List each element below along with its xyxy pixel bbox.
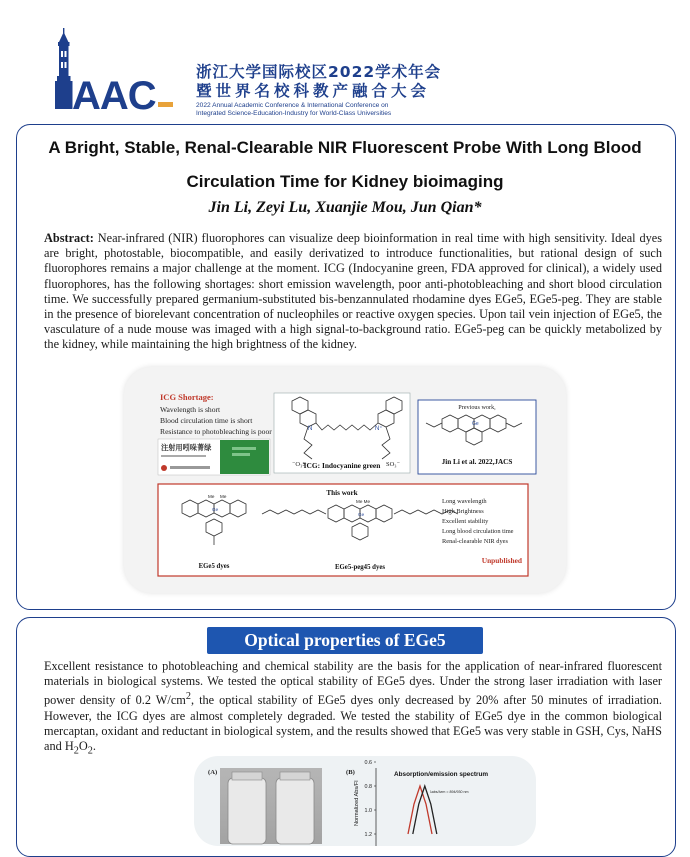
conference-title-cn-line1: 浙江大学国际校区2022学术年会	[196, 63, 442, 81]
conference-subtitle-en-line1: 2022 Annual Academic Conference & International Conference on	[196, 102, 389, 109]
optical-figure	[194, 756, 536, 846]
spectrum-series-line	[408, 786, 432, 834]
svg-text:Ge: Ge	[212, 507, 219, 512]
unpublished-label: Unpublished	[481, 556, 522, 565]
feature-item: Long blood circulation time	[442, 528, 514, 535]
previous-work-structure	[418, 400, 536, 474]
drug-box-label: 注射用吲哚菁绿	[161, 443, 212, 452]
svg-text:Ge: Ge	[358, 512, 365, 517]
abstract-paragraph	[44, 231, 662, 353]
this-work-label: This work	[326, 489, 358, 497]
icg-structure	[274, 393, 410, 473]
svg-text:N: N	[308, 426, 313, 432]
icg-shortage-item: Resistance to photobleaching is poor	[160, 427, 272, 436]
y-tick-label: 1.2	[364, 832, 372, 838]
abstract-label: Abstract:	[44, 231, 94, 245]
optical-figure-graphic	[194, 756, 536, 846]
conference-subtitle-en-line2: Integrated Science-Education-Industry for World-Class Universities	[196, 110, 392, 117]
svg-text:Me: Me	[208, 494, 215, 499]
feature-item: High Brightness	[442, 508, 484, 515]
svg-text:N⁺: N⁺	[375, 426, 383, 432]
poster-title-line2: Circulation Time for Kidney bioimaging	[186, 172, 504, 191]
svg-text:Me: Me	[220, 494, 227, 499]
icg-shortage-item: Blood circulation time is short	[160, 416, 253, 425]
jacs-reference: Jin Li et al. 2022,JACS	[441, 458, 513, 466]
poster-title-line1: A Bright, Stable, Renal-Clearable NIR Fluorescent Probe With Long Blood	[48, 138, 642, 157]
icg-caption: ICG: Indocyanine green	[303, 461, 381, 470]
optical-section-header: Optical properties of EGe5	[207, 627, 483, 654]
icg-comparison-graphic	[124, 367, 566, 593]
icg-so3-left: ⁻O₃S	[292, 461, 307, 468]
aac-logo	[50, 24, 190, 116]
feature-item: Renal-clearable NIR dyes	[442, 538, 509, 545]
svg-text:Me Me: Me Me	[356, 499, 371, 504]
conference-header	[0, 0, 690, 125]
feature-item: Long wavelength	[442, 498, 487, 505]
previous-work-label: Previous work,	[458, 404, 496, 411]
logo-accent-bar	[158, 102, 173, 107]
poster-authors: Jin Li, Zeyi Lu, Xuanjie Mou, Jun Qian*	[208, 199, 482, 216]
y-tick-label: 1.0	[364, 808, 372, 814]
spectrum-y-ticks	[365, 760, 377, 838]
icg-drug-box-image	[158, 439, 270, 475]
spectrum-chart-title: Absorption/emission spectrum	[394, 771, 489, 778]
svg-text:Ge: Ge	[472, 421, 479, 427]
icg-so3-right: SO₃⁻	[386, 461, 401, 468]
panel-a-label: (A)	[208, 769, 218, 776]
icg-shortage-item: Wavelength is short	[160, 405, 221, 414]
conference-title-cn-line2: 暨世界名校科教产融合大会	[196, 82, 431, 100]
spectrum-y-label: Normalized Abs/FI	[354, 780, 360, 826]
icg-comparison-figure	[124, 367, 566, 593]
this-work-box	[158, 484, 528, 576]
spectrum-legend: λabs/λem = 894/930 nm	[430, 790, 469, 794]
panel-b-label: (B)	[346, 769, 355, 776]
feature-item: Excellent stability	[442, 518, 489, 525]
optical-paragraph: Excellent resistance to photobleaching and chemical stability are the basis for the application of near-infrared fluorescent materials in biological systems. We tested the optical stability of EGe5 dyes. Under the strong laser irradiation with laser power density of 0.2 $W/cm^2$, the optical stability of EGe5 dyes only decreased by 20% after 50 minutes of irradiation. However, the ICG dyes are almost completely degraded. We tested the stability of EGe5 dye in the common biological mercaptan, oxidant and reductant in biological system, and the results showed that EGe5 was very stable in GSH, Cys, NaHS and $H_2O_2$.	[44, 659, 662, 757]
ege5-label: EGe5 dyes	[198, 563, 230, 570]
ege5-peg-label: EGe5-peg45 dyes	[334, 564, 386, 571]
vials-photo	[220, 768, 322, 844]
logo-text: AAC	[72, 74, 156, 118]
abstract-text: Near-infrared (NIR) fluorophores can visualize deep bioinformation in real time with high sensitivity. Ideal dyes are bright, photostable, biocompatible, and easily derivatized to introduce functionalities, but rational design of such fluorophores remains a major challenge at the moment. ICG (Indocyanine green, FDA approved for clinical), a widely used fluorophores, has the following shortages: short emission wavelength, poor anti-photobleaching and short blood circulation time. We successfully prepared germanium-substituted bis-benzannulated rhodamine dyes EGe5, EGe5-peg. They are stable in the presence of biorelevant concentration of nucleophiles or reactive oxygen species. Upon tail vein injection of EGe5, the vasculature of a nude mouse was imaged with a high signal-to-background ratio. EGe5-peg can be quickly metabolized by the kidney, while maintaining the high brightness of the kidney.	[44, 231, 662, 352]
y-tick-label: 0.8	[364, 784, 372, 790]
tower-icon	[55, 28, 73, 109]
y-tick-label: 0.6	[364, 760, 372, 766]
icg-shortage-title: ICG Shortage:	[160, 392, 214, 402]
